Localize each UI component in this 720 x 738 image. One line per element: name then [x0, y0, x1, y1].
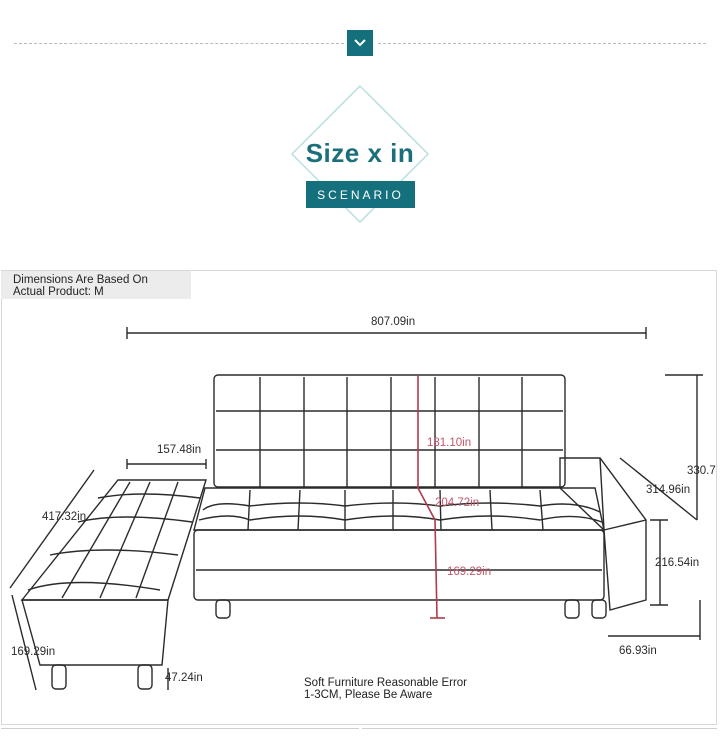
dim-arm-depth: 314.96in — [646, 484, 691, 496]
dim-arm-width: 66.93in — [619, 645, 657, 657]
error-line-1: Soft Furniture Reasonable Error — [304, 677, 467, 689]
dim-ottoman-width: 157.48in — [157, 444, 202, 456]
scenario-label: SCENARIO — [306, 181, 415, 208]
note-line-1: Dimensions Are Based On — [13, 274, 148, 286]
dim-seat-depth: 204.72in — [435, 497, 480, 509]
error-line-2: 1-3CM, Please Be Aware — [304, 689, 433, 701]
dim-back-height: 181.10in — [427, 437, 472, 449]
section-title: Size x in — [305, 138, 415, 168]
bottom-divider-left — [1, 728, 359, 729]
dim-arm-height: 216.54in — [655, 557, 700, 569]
error-note — [304, 677, 467, 701]
dim-overall-height: 330.7 — [687, 465, 716, 477]
bottom-divider-right — [362, 728, 717, 729]
dim-ottoman-height: 169.29in — [11, 646, 56, 658]
dim-leg-height: 47.24in — [165, 672, 203, 684]
dim-seat-height: 169.29in — [447, 566, 492, 578]
dim-ottoman-depth: 417.32in — [42, 511, 87, 523]
dim-total-width: 807.09in — [371, 316, 416, 328]
note-line-2: Actual Product: M — [13, 286, 104, 298]
